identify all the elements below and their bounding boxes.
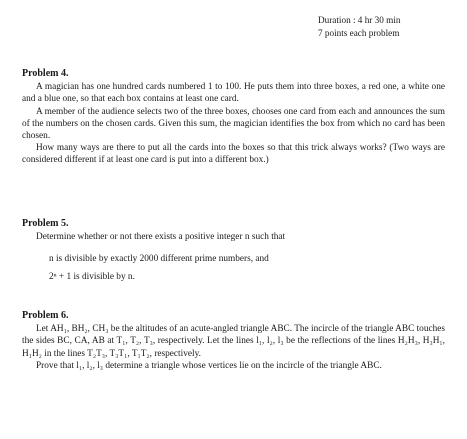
duration-text: Duration : 4 hr 30 min	[318, 15, 401, 25]
problem-4	[22, 68, 445, 167]
problem-4-title: Problem 4.	[22, 68, 69, 79]
problem-4-paragraph-3: How many ways are there to put all the cards into the boxes so that this trick always works? (Two ways are considered different if at least one card is put into a different box.)	[22, 143, 445, 166]
problem-4-paragraph-2: A member of the audience selects two of the three boxes, chooses one card from each and announces the sum of the numbers on the chosen cards. Given this sum, the magician identifies the box from which no card has been chosen.	[22, 106, 445, 142]
points-text: 7 points each problem	[318, 28, 400, 38]
problem-6-paragraph-2: Prove that l₁, l₂, l₃ determine a triangle whose vertices lie on the incircle of the triangle ABC.	[36, 360, 382, 371]
problem-6	[22, 310, 445, 372]
problem-5-paragraph-1: Determine whether or not there exists a positive integer n such that	[36, 232, 286, 243]
problem-5-condition-2: 2ⁿ + 1 is divisible by n.	[49, 272, 135, 283]
problem-5-title: Problem 5.	[22, 218, 69, 229]
problem-6-paragraph-1: Let AH₁, BH₂, CH₃ be the altitudes of an acute-angled triangle ABC. The incircle of the triangle ABC touches the sides BC, CA, AB at T₁, T₂, T₃, respectively. Let the lines l₁, l₂, l₃ be the reflections of the lines H₂H₃, H₃H₁, H₁H₂ in the lines T₂T₃, T₃T₁, T₁T₂, respectively.	[22, 324, 445, 359]
problem-5-condition-1: n is divisible by exactly 2000 different prime numbers, and	[49, 254, 269, 265]
problem-5	[22, 218, 445, 283]
exam-header	[318, 14, 400, 40]
problem-6-title: Problem 6.	[22, 310, 69, 321]
problem-4-paragraph-1: A magician has one hundred cards numbered 1 to 100. He puts them into three boxes, a red one, a white one and a blue one, so that each box contains at least one card.	[22, 82, 445, 105]
